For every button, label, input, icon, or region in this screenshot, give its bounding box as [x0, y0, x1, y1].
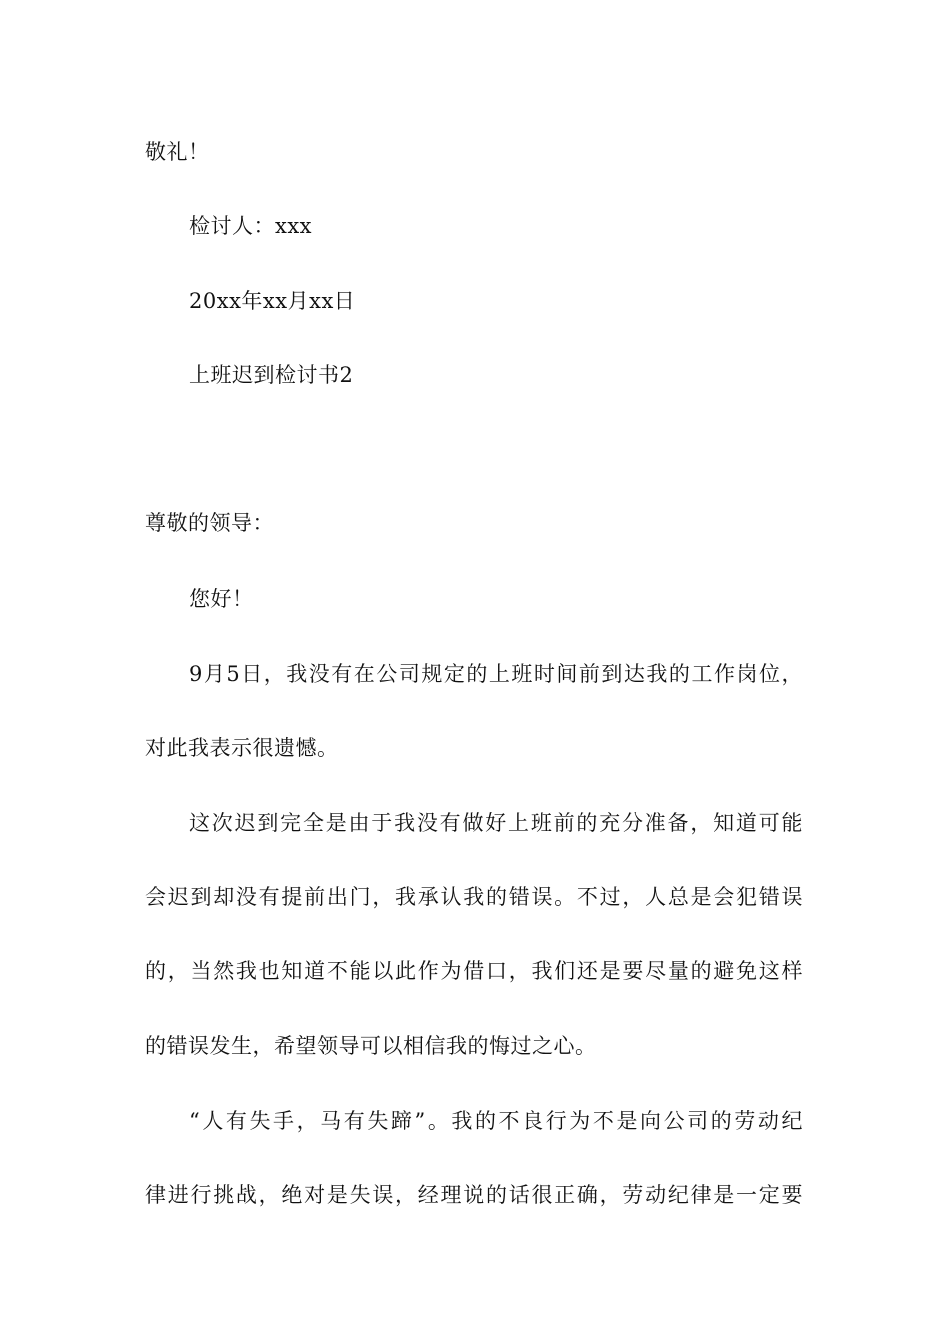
body-line: 这次迟到完全是由于我没有做好上班前的充分准备，知道可能	[189, 811, 803, 835]
signature-author: 检讨人：xxx	[189, 214, 313, 238]
body-line: 的，当然我也知道不能以此作为借口，我们还是要尽量的避免这样	[145, 959, 803, 983]
section-title: 上班迟到检讨书2	[189, 363, 354, 387]
body-line: 会迟到却没有提前出门，我承认我的错误。不过，人总是会犯错误	[145, 885, 803, 909]
body-line: 的错误发生，希望领导可以相信我的悔过之心。	[145, 1034, 597, 1058]
greeting-hello: 您好！	[189, 587, 254, 611]
body-line: 对此我表示很遗憾。	[145, 736, 339, 760]
body-line: 9月5日，我没有在公司规定的上班时间前到达我的工作岗位，	[189, 662, 803, 686]
greeting: 尊敬的领导：	[145, 511, 274, 535]
body-line: “人有失手，马有失蹄”。我的不良行为不是向公司的劳动纪	[189, 1109, 803, 1133]
body-line: 律进行挑战，绝对是失误，经理说的话很正确，劳动纪律是一定要	[145, 1183, 803, 1207]
signature-date: 20xx年xx月xx日	[189, 289, 356, 313]
closing-salutation: 敬礼！	[145, 140, 210, 164]
